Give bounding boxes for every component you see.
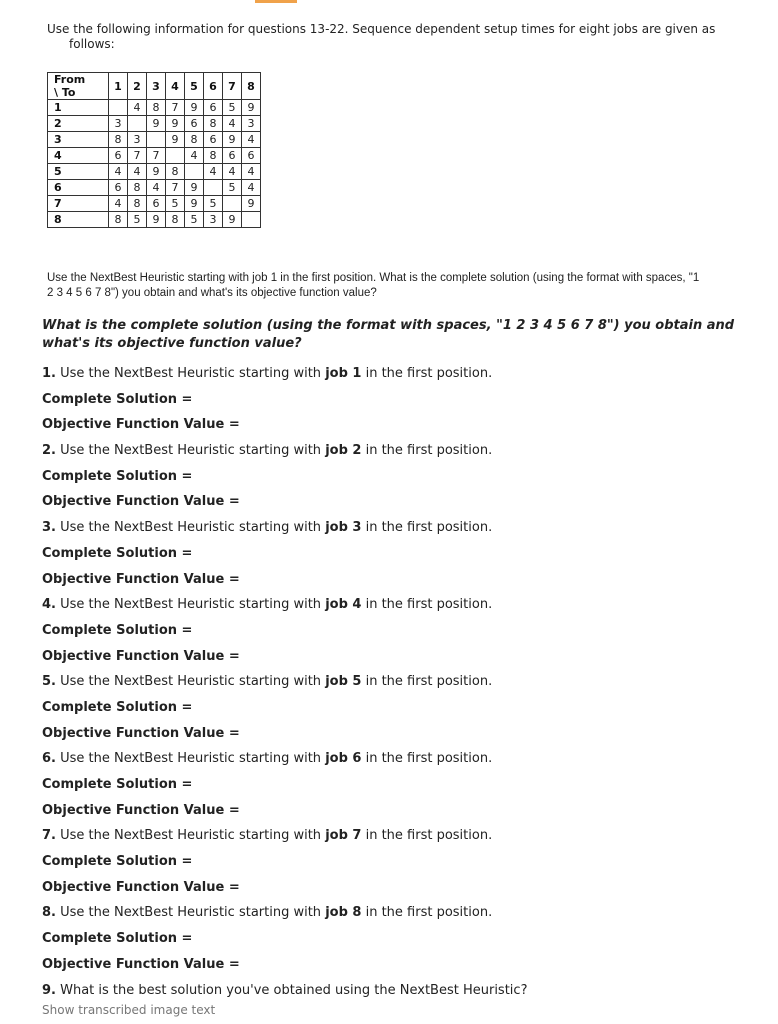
complete-solution-label: Complete Solution = [42,545,193,561]
table-cell: 4 [242,180,261,196]
table-cell: 4 [128,100,147,116]
question-item: 3. Use the NextBest Heuristic starting with job 3 in the first position. [42,520,493,536]
table-cell: 8 [185,132,204,148]
objective-function-label: Objective Function Value = [42,417,240,433]
table-cell: 3 [204,212,223,228]
question-item: 1. Use the NextBest Heuristic starting with job 1 in the first position. [42,366,493,381]
table-row [48,132,261,148]
table-cell: 3 [242,116,261,132]
column-header: 7 [223,73,242,100]
table-cell: 7 [166,180,185,196]
row-header: 3 [48,132,109,148]
complete-solution-label: Complete Solution = [42,777,193,792]
table-cell: 4 [109,196,128,212]
table-cell: 4 [147,180,166,196]
table-cell: 4 [185,148,204,164]
row-header: 4 [48,148,109,164]
table-cell: 8 [204,116,223,132]
table-row [48,116,261,132]
table-cell: 8 [166,212,185,228]
complete-solution-label: Complete Solution = [42,468,193,484]
table-cell: 5 [204,196,223,212]
table-cell: 6 [223,148,242,164]
table-row [48,164,261,180]
table-cell [166,148,185,164]
question-item: 2. Use the NextBest Heuristic starting with job 2 in the first position. [42,443,493,459]
objective-function-label: Objective Function Value = [42,802,240,818]
question-item: 5. Use the NextBest Heuristic starting with job 5 in the first position. [42,674,493,690]
objective-function-label: Objective Function Value = [42,571,240,587]
table-cell [242,212,261,228]
table-cell: 9 [147,116,166,132]
table-header-row [48,73,261,100]
column-header: 6 [204,73,223,100]
question-image [0,0,778,305]
row-header: 6 [48,180,109,196]
table-cell [128,116,147,132]
table-row [48,196,261,212]
table-cell: 6 [147,196,166,212]
table-cell [223,196,242,212]
table-cell: 8 [109,132,128,148]
intro-line-1: Use the following information for questions 13-22. Sequence dependent setup times for eight jobs are given as [47,22,716,36]
objective-function-label: Objective Function Value = [42,494,240,510]
setup-times-table [47,72,261,228]
question-item: 8. Use the NextBest Heuristic starting with job 8 in the first position. [42,905,493,921]
table-cell: 4 [242,132,261,148]
table-cell: 8 [128,196,147,212]
complete-solution-label: Complete Solution = [42,391,193,407]
table-row [48,100,261,116]
table-cell [109,100,128,116]
table-cell: 4 [128,164,147,180]
table-cell [147,132,166,148]
table-body [48,100,261,228]
image-prompt: Use the NextBest Heuristic starting with job 1 in the first position. What is the complete solution (using the format with spaces, "1 2 3 4 5 6 7 8") you obtain and what's its objective function value? [47,272,700,299]
table-cell: 6 [109,180,128,196]
table-row [48,180,261,196]
row-header: 7 [48,196,109,212]
table-cell: 6 [242,148,261,164]
table-cell: 5 [185,212,204,228]
table-cell: 4 [223,116,242,132]
intro-text [47,22,727,52]
table-row [48,212,261,228]
table-cell: 9 [147,164,166,180]
table-cell [185,164,204,180]
complete-solution-label: Complete Solution = [42,699,193,715]
objective-function-label: Objective Function Value = [42,725,240,741]
table-cell: 5 [128,212,147,228]
show-transcribed-text-link[interactable]: Show transcribed image text [42,1003,216,1017]
table-cell: 7 [147,148,166,164]
column-header: 8 [242,73,261,100]
table-cell: 9 [185,196,204,212]
table-cell [204,180,223,196]
objective-function-label: Objective Function Value = [42,879,240,895]
question-item: 4. Use the NextBest Heuristic starting with job 4 in the first position. [42,597,493,613]
question-body [42,317,742,1003]
table-cell: 8 [109,212,128,228]
table-cell: 4 [242,164,261,180]
table-cell: 9 [185,180,204,196]
column-header: 4 [166,73,185,100]
table-cell: 9 [223,212,242,228]
question-items [42,361,742,978]
table-cell: 6 [109,148,128,164]
complete-solution-label: Complete Solution = [42,931,193,947]
column-header: 1 [109,73,128,100]
table-cell: 5 [166,196,185,212]
table-cell: 7 [128,148,147,164]
table-cell: 9 [242,100,261,116]
column-header: 2 [128,73,147,100]
table-cell: 4 [109,164,128,180]
row-header: 5 [48,164,109,180]
objective-function-label: Objective Function Value = [42,956,240,972]
table-cell: 6 [204,100,223,116]
final-question: 9. What is the best solution you've obtained using the NextBest Heuristic? [42,982,528,998]
row-header: 8 [48,212,109,228]
question-heading: What is the complete solution (using the format with spaces, "1 2 3 4 5 6 7 8") you obtain and what's its objective function value? [42,318,735,351]
question-item: 6. Use the NextBest Heuristic starting with job 6 in the first position. [42,751,493,767]
table-cell: 5 [223,180,242,196]
row-header: 1 [48,100,109,116]
complete-solution-label: Complete Solution = [42,622,193,638]
column-header: 5 [185,73,204,100]
table-corner-header: From \ To [48,73,109,100]
table-cell: 9 [223,132,242,148]
table-cell: 6 [185,116,204,132]
column-header: 3 [147,73,166,100]
intro-line-2: follows: [69,37,115,51]
question-item: 7. Use the NextBest Heuristic starting with job 7 in the first position. [42,828,493,844]
table-cell: 8 [147,100,166,116]
table-cell: 8 [166,164,185,180]
objective-function-label: Objective Function Value = [42,648,240,664]
table-cell: 3 [109,116,128,132]
table-cell: 9 [242,196,261,212]
table-cell: 7 [166,100,185,116]
table-cell: 3 [128,132,147,148]
table-cell: 9 [166,116,185,132]
complete-solution-label: Complete Solution = [42,854,193,870]
table-cell: 9 [166,132,185,148]
table-cell: 4 [223,164,242,180]
table-cell: 9 [147,212,166,228]
row-header: 2 [48,116,109,132]
table-row [48,148,261,164]
table-cell: 8 [128,180,147,196]
table-cell: 4 [204,164,223,180]
table-cell: 8 [204,148,223,164]
table-cell: 6 [204,132,223,148]
table-cell: 9 [185,100,204,116]
table-cell: 5 [223,100,242,116]
